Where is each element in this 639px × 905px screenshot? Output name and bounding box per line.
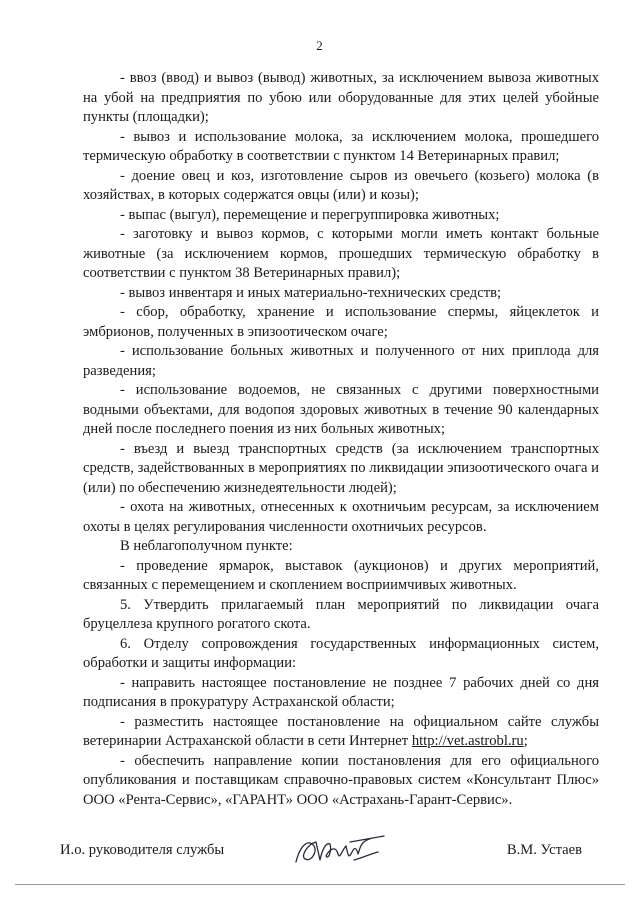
website-text-before: - разместить настоящее постановление на официальном сайте службы ветеринарии Астраханской области в сети Интернет [83,713,599,749]
instruction-item: - обеспечить направление копии постановления для его официального опубликования и поставщикам справочно-правовых систем «Консультант Плюс» ООО «Рента-Сервис», «ГАРАНТ» ООО «Астрахань-Гарант-Сервис». [83,752,599,808]
numbered-clause-6: 6. Отделу сопровождения государственных информационных систем, обработки и защиты информации: [83,635,599,671]
signer-name: В.М. Устаев [506,842,582,858]
restriction-item: - вывоз инвентаря и иных материально-технических средств; [120,284,502,301]
website-link[interactable]: http://vet.astrobl.ru [411,733,524,749]
page-number: 2 [316,38,323,53]
signer-title: И.о. руководителя службы [60,842,225,858]
restriction-item: - проведение ярмарок, выставок (аукционов) и других мероприятий, связанных с перемещением и скоплением восприимчивых животных. [83,557,599,593]
restriction-item: - выпас (выгул), перемещение и перегруппировка животных; [120,206,500,223]
restriction-item: - вывоз и использование молока, за исключением молока, прошедшего термическую обработку в соответствии с пунктом 14 Ветеринарных правил; [83,128,599,164]
restriction-item: - использование больных животных и полученного от них приплода для разведения; [83,343,599,379]
restriction-item: - охота на животных, отнесенных к охотничьим ресурсам, за исключением охоты в целях регулирования численности охотничьих ресурсов. [83,499,599,535]
restriction-item: - ввоз (ввод) и вывоз (вывод) животных, за исключением вывоза животных на убой на предприятия по убою или оборудованные для этих целей убойные пункты (площадки); [83,70,599,125]
website-text-after: ; [523,733,528,749]
handwritten-signature [292,832,388,870]
instruction-item-website [83,713,599,752]
restriction-item: - заготовку и вывоз кормов, с которыми могли иметь контакт больные животные (за исключением кормов, прошедших термическую обработку в соответствии с пунктом 38 Ветеринарных правил); [83,226,599,281]
section-heading: В неблагополучном пункте: [120,538,293,554]
numbered-clause-5: 5. Утвердить прилагаемый план мероприятий по ликвидации очага бруцеллеза крупного рогатого скота. [83,596,599,632]
document-body [83,69,599,810]
footer-divider [15,884,625,885]
signature-block [60,832,582,872]
restriction-item: - доение овец и коз, изготовление сыров из овечьего (козьего) молока (в хозяйствах, в которых содержатся овцы (или) и козы); [83,167,599,203]
instruction-item: - направить настоящее постановление не позднее 7 рабочих дней со дня подписания в прокуратуру Астраханской области; [83,674,599,710]
restriction-item: - въезд и выезд транспортных средств (за исключением транспортных средств, задействованных в мероприятиях по ликвидации эпизоотического очага и (или) по обеспечению жизнедеятельности людей); [83,440,599,496]
restriction-item: - использование водоемов, не связанных с другими поверхностными водными объектами, для водопоя здоровых животных в течение 90 календарных дней после последнего поения из них больных животных; [83,382,599,437]
restriction-item: - сбор, обработку, хранение и использование спермы, яйцеклеток и эмбрионов, полученных в эпизоотическом очаге; [83,304,599,340]
